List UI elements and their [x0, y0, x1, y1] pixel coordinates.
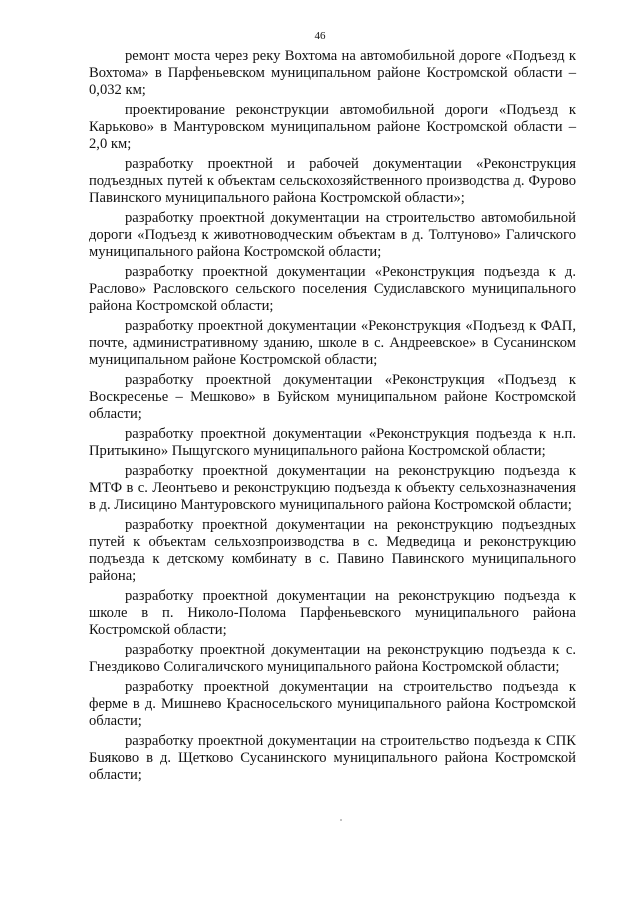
paragraph: разработку проектной документации на строительство подъезда к СПК Бuяково в д. Щетково Сусанинского муниципального района Костромской области; [89, 733, 576, 783]
paragraph: разработку проектной и рабочей документации «Реконструкция подъездных путей к объектам сельскохозяйственного производства д. Фурово Павинского муниципального района Костромской области»; [89, 156, 576, 206]
paragraph: проектирование реконструкции автомобильной дороги «Подъезд к Карьково» в Мантуровском муниципальном районе Костромской области – 2,0 км; [89, 102, 576, 152]
paragraph: ремонт моста через реку Вохтома на автомобильной дороге «Подъезд к Вохтома» в Парфеньевском муниципальном районе Костромской области – 0,032 км; [89, 48, 576, 98]
paragraph: разработку проектной документации «Реконструкция подъезда к д. Расловo» Расловского сельского поселения Судиславского муниципального района Костромской области; [89, 264, 576, 314]
paragraph: разработку проектной документации «Реконструкция «Подъезд к Воскресенье – Мешково» в Буйском муниципальном районе Костромской области; [89, 372, 576, 422]
paragraph: разработку проектной документации на реконструкцию подъездных путей к объектам сельхозпроизводства в с. Медведица и реконструкцию подъезда к детскому комбинату в с. Павино Павинского муниципального района; [89, 517, 576, 584]
paragraph: разработку проектной документации на реконструкцию подъезда к школе в п. Николо-Полома Парфеньевского муниципального района Костромской области; [89, 588, 576, 638]
paragraph: разработку проектной документации на реконструкцию подъезда к с. Гнездиково Солигаличского муниципального района Костромской области; [89, 642, 576, 675]
paragraph: разработку проектной документации «Реконструкция «Подъезд к ФАП, почте, административному зданию, школе в с. Андреевское» в Сусанинском муниципальном районе Костромской области; [89, 318, 576, 368]
document-body [89, 48, 576, 787]
page-number: 46 [314, 30, 326, 42]
paragraph: разработку проектной документации на реконструкцию подъезда к МТФ в с. Леонтьево и реконструкцию подъезда к объекту сельхозназначения в д. Лисицино Мантуровского муниципального района Костромской области; [89, 463, 576, 513]
paragraph: разработку проектной документации на строительство автомобильной дороги «Подъезд к животноводческим объектам в д. Толтуново» Галичского муниципального района Костромской области; [89, 210, 576, 260]
paragraph: разработку проектной документации на строительство подъезда к ферме в д. Мишнево Красносельского муниципального района Костромской области; [89, 679, 576, 729]
paragraph: разработку проектной документации «Реконструкция подъезда к н.п. Притыкино» Пыщугского муниципального района Костромской области; [89, 426, 576, 459]
scan-speck [340, 819, 342, 821]
